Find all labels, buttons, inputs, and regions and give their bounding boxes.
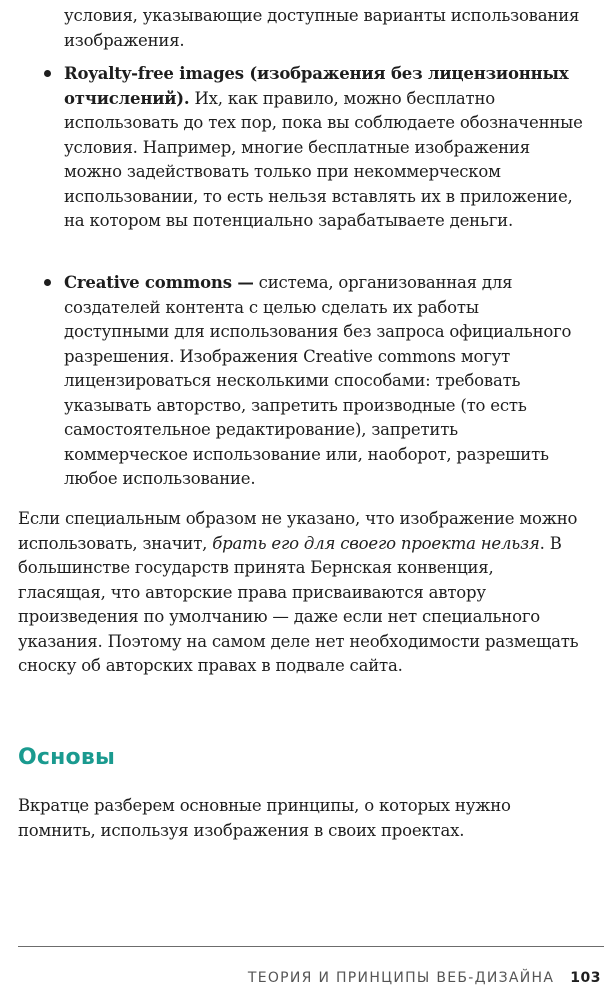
bullet-text: Их, как правило, можно бесплатно использовать до тех пор, пока вы соблюдаете обозначенные условия. Например, многие бесплатные изображения можно задействовать только при некоммерческом использовании, то есть нельзя вставлять их в приложение, на котором вы потенциально зарабатываете деньги. xyxy=(64,88,583,230)
bullet-item-royalty-free xyxy=(64,62,584,234)
continued-bullet-text: условия, указывающие доступные варианты использования изображения. xyxy=(64,6,580,50)
paragraph-text-start: Если специальным образом не указано, что изображение можно использовать, значит, xyxy=(18,509,578,553)
body-paragraph xyxy=(18,507,584,679)
footer-divider xyxy=(18,946,604,947)
paragraph-emphasis: брать его для своего проекта нельзя xyxy=(212,533,540,553)
paragraph-text-end: . В большинстве государств принята Бернская конвенция, гласящая, что авторские права присваиваются автору произведения по умолчанию — даже если нет специального указания. Поэтому на самом деле нет необходимости размещать сноску об авторских правах в подвале сайта. xyxy=(18,533,579,675)
section-paragraph: Вкратце разберем основные принципы, о которых нужно помнить, используя изображения в своих проектах. xyxy=(18,796,511,840)
page-footer xyxy=(248,970,601,986)
bullet-item-creative-commons xyxy=(64,271,584,492)
running-title: ТЕОРИЯ И ПРИНЦИПЫ ВЕБ-ДИЗАЙНА xyxy=(247,970,555,986)
bullet-marker xyxy=(44,70,51,77)
section-heading: Основы xyxy=(18,745,116,770)
bullet-text: система, организованная для создателей контента с целью сделать их работы доступными для использования без запроса официального разрешения. Изображения Creative commons могут лицензироваться несколькими способами: требовать указывать авторство, запретить производные (то есть самостоятельное редактирование), запретить коммерческое использование или, наоборот, разрешить любое использование. xyxy=(64,273,572,488)
page-number: 103 xyxy=(570,970,601,986)
bullet-term: Royalty-free images (изображения без лицензионных отчислений). xyxy=(64,64,569,108)
bullet-term: Creative commons — xyxy=(64,273,254,292)
bullet-marker xyxy=(44,279,51,286)
